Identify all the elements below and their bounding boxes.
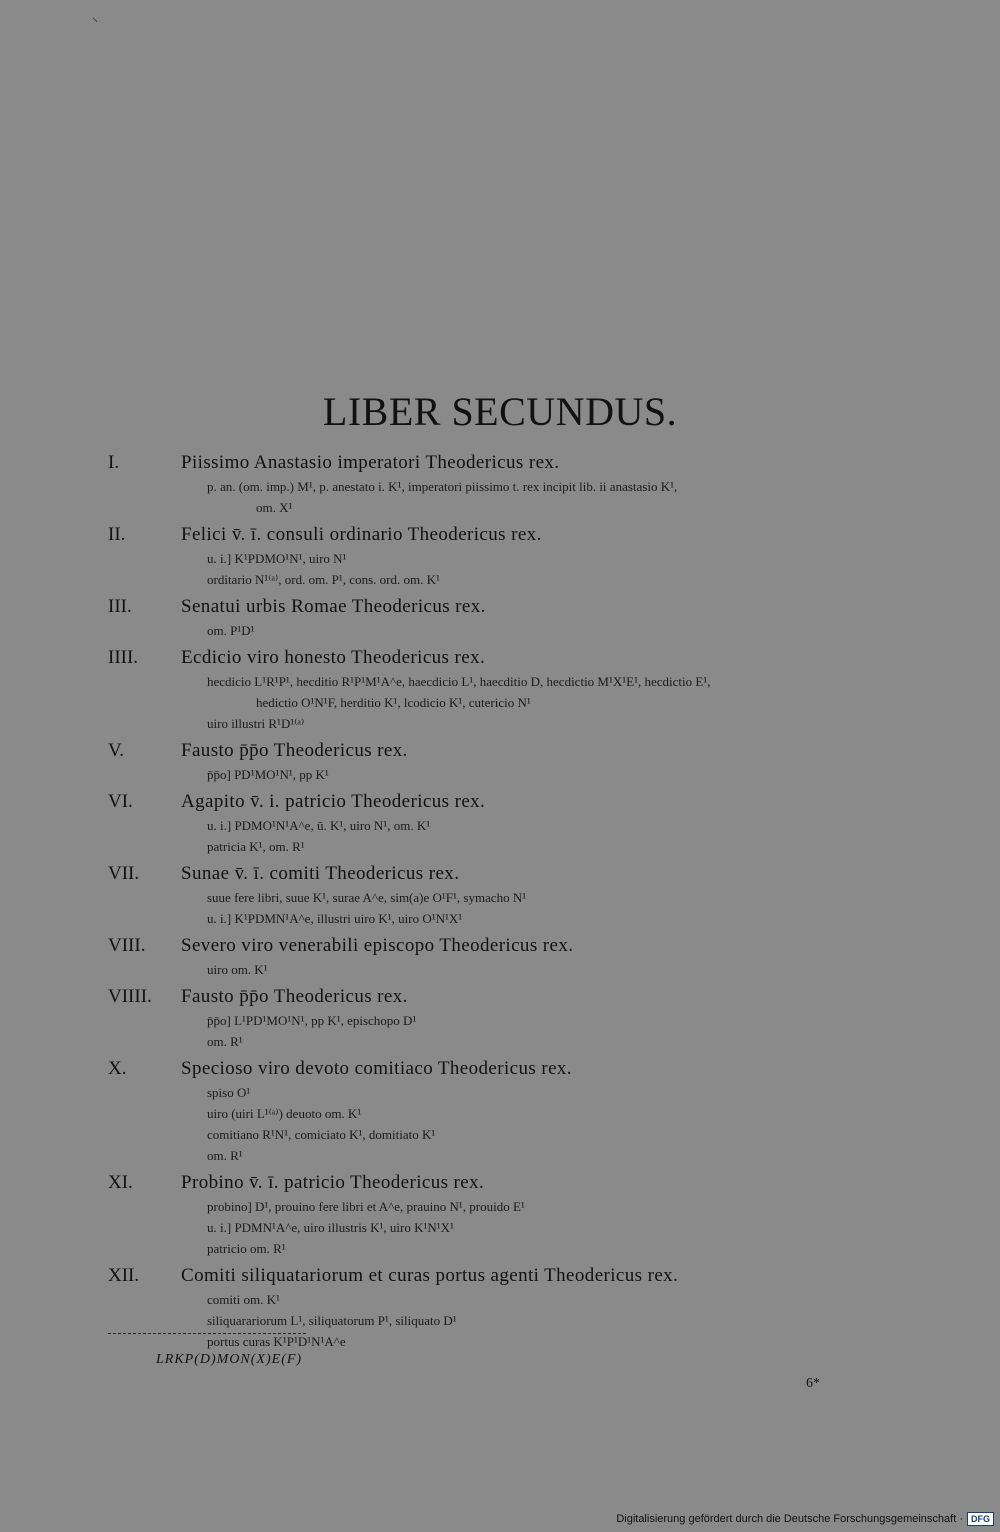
letter-number: XI. xyxy=(108,1172,133,1193)
letter-heading: Severo viro venerabili episcopo Theodericus rex. xyxy=(181,935,574,956)
apparatus-note: comiti om. K¹ xyxy=(207,1292,280,1307)
apparatus-note: comitiano R¹N¹, comiciato K¹, domitiato K¹ xyxy=(207,1127,436,1142)
footer-text: Digitalisierung gefördert durch die Deutsche Forschungsgemeinschaft · xyxy=(616,1513,963,1525)
letter-entry xyxy=(0,594,1000,641)
apparatus-note: probino] D¹, prouino fere libri et A^e, prauino N¹, prouido E¹ xyxy=(207,1199,525,1214)
apparatus-note: p̄p̄o] PD¹MO¹N¹, pp K¹ xyxy=(207,767,329,782)
apparatus-note: hedictio O¹N¹F, herditio K¹, lcodicio K¹, cutericio N¹ xyxy=(256,695,531,710)
apparatus-note: u. i.] PDMO¹N¹A^e, ū. K¹, uiro N¹, om. K¹ xyxy=(207,818,431,833)
letter-entry xyxy=(0,984,1000,1052)
footnote-rule xyxy=(108,1333,306,1334)
letter-entry xyxy=(0,933,1000,980)
letter-number: VI. xyxy=(108,791,133,812)
apparatus-note: suue fere libri, suue K¹, surae A^e, sim(a)e O¹F¹, symacho N¹ xyxy=(207,890,527,905)
letter-entry xyxy=(0,1263,1000,1352)
letter-heading: Probino v̄. ī. patricio Theodericus rex. xyxy=(181,1172,485,1193)
letter-heading: Ecdicio viro honesto Theodericus rex. xyxy=(181,647,486,668)
letter-number: I. xyxy=(108,452,120,473)
letter-entry xyxy=(0,522,1000,590)
dfg-logo: DFG xyxy=(967,1512,994,1526)
letter-heading: Fausto p̄p̄o Theodericus rex. xyxy=(181,986,408,1007)
letter-heading: Sunae v̄. ī. comiti Theodericus rex. xyxy=(181,863,460,884)
letter-entry xyxy=(0,789,1000,857)
letter-heading: Felici v̄. ī. consuli ordinario Theodericus rex. xyxy=(181,524,542,545)
apparatus-note: uiro (uiri L¹⁽ᵃ⁾) deuoto om. K¹ xyxy=(207,1106,362,1121)
letter-number: II. xyxy=(108,524,126,545)
apparatus-note: om. R¹ xyxy=(207,1148,243,1163)
letter-number: XII. xyxy=(108,1265,140,1286)
letter-number: VII. xyxy=(108,863,140,884)
letter-number: VIIII. xyxy=(108,986,152,1007)
letter-heading: Comiti siliquatariorum et curas portus agenti Theodericus rex. xyxy=(181,1265,679,1286)
letter-entry xyxy=(0,450,1000,518)
apparatus-note: p. an. (om. imp.) M¹, p. anestato i. K¹, imperatori piissimo t. rex incipit lib. ii anastasio K¹, xyxy=(207,479,678,494)
apparatus-note: portus curas K¹P¹D¹N¹A^e xyxy=(207,1334,346,1349)
letter-heading: Piissimo Anastasio imperatori Theodericus rex. xyxy=(181,452,560,473)
letter-heading: Specioso viro devoto comitiaco Theodericus rex. xyxy=(181,1058,572,1079)
letter-heading: Agapito v̄. i. patricio Theodericus rex. xyxy=(181,791,486,812)
letter-entry xyxy=(0,1170,1000,1259)
apparatus-note: u. i.] K¹PDMO¹N¹, uiro N¹ xyxy=(207,551,347,566)
apparatus-note: u. i.] PDMN¹A^e, uiro illustris K¹, uiro K¹N¹X¹ xyxy=(207,1220,454,1235)
letter-entry xyxy=(0,1056,1000,1166)
apparatus-note: hecdicio L¹R¹P¹, hecditio R¹P¹M¹A^e, haecdicio L¹, haecditio D, hecdictio M¹X¹E¹, hecdictio E¹, xyxy=(207,674,711,689)
apparatus-note: siliquarariorum L¹, siliquatorum P¹, siliquato D¹ xyxy=(207,1313,457,1328)
apparatus-note: om. P¹D¹ xyxy=(207,623,255,638)
apparatus-note: om. R¹ xyxy=(207,1034,243,1049)
letter-entry xyxy=(0,645,1000,734)
apparatus-note: uiro om. K¹ xyxy=(207,962,268,977)
page-number: 6* xyxy=(806,1376,820,1391)
letter-number: III. xyxy=(108,596,132,617)
letter-heading: Fausto p̄p̄o Theodericus rex. xyxy=(181,740,408,761)
apparatus-note: orditario N¹⁽ᵃ⁾, ord. om. P¹, cons. ord. om. K¹ xyxy=(207,572,440,587)
manuscript-sigla: LRKP(D)MON(X)E(F) xyxy=(156,1352,303,1367)
letter-entry xyxy=(0,738,1000,785)
apparatus-note: u. i.] K¹PDMN¹A^e, illustri uiro K¹, uiro O¹N¹X¹ xyxy=(207,911,463,926)
page-title: LIBER SECUNDUS. xyxy=(322,389,678,434)
apparatus-note: uiro illustri R¹D¹⁽ᵃ⁾ xyxy=(207,716,305,731)
letter-entry xyxy=(0,861,1000,929)
apparatus-note: patricio om. R¹ xyxy=(207,1241,286,1256)
apparatus-note: om. X¹ xyxy=(256,500,293,515)
letter-number: X. xyxy=(108,1058,127,1079)
letter-list xyxy=(0,450,1000,1356)
letter-number: V. xyxy=(108,740,125,761)
letter-number: IIII. xyxy=(108,647,139,668)
letter-heading: Senatui urbis Romae Theodericus rex. xyxy=(181,596,486,617)
apparatus-note: spiso O¹ xyxy=(207,1085,251,1100)
corner-mark: ⸜ xyxy=(92,10,99,24)
digitization-footer xyxy=(616,1512,994,1526)
letter-number: VIII. xyxy=(108,935,146,956)
apparatus-note: p̄p̄o] L¹PD¹MO¹N¹, pp K¹, epischopo D¹ xyxy=(207,1013,417,1028)
apparatus-note: patricia K¹, om. R¹ xyxy=(207,839,305,854)
